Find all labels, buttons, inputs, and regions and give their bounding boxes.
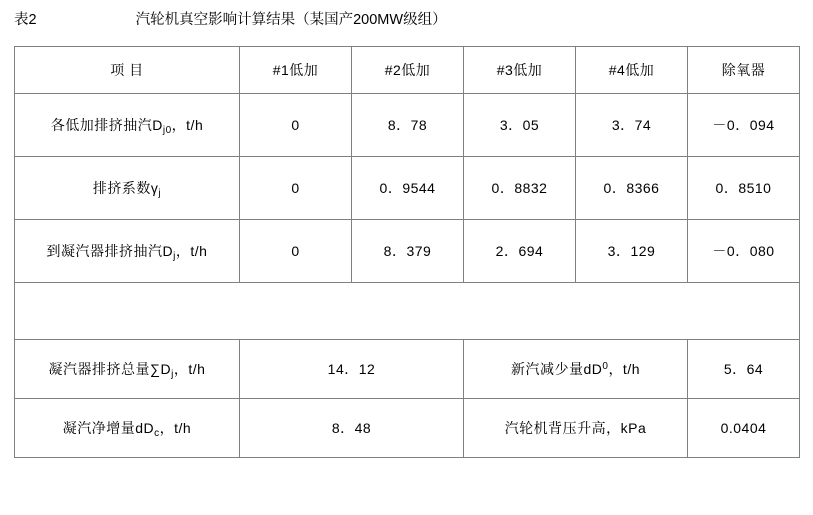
header-cell-h5: 除氧器	[688, 47, 800, 94]
summary-value-steam-reduction: 5．64	[688, 340, 800, 399]
row-label-to-condenser	[15, 220, 240, 283]
cell-value: 0．8366	[576, 157, 688, 220]
summary-label-text: 新汽减少量dD	[510, 361, 603, 377]
summary-label-unit: ，t/h	[159, 420, 192, 436]
summary-label-net-increase	[15, 399, 240, 458]
row-label-unit: ，t/h	[175, 243, 208, 259]
cell-value: －0．094	[688, 94, 800, 157]
cell-value: 0．9544	[352, 157, 464, 220]
table-summary-row	[15, 340, 800, 399]
summary-label-sup: 0	[602, 361, 609, 372]
summary-value-backpressure: 0.0404	[688, 399, 800, 458]
summary-label-steam-reduction	[464, 340, 688, 399]
cell-value: 2．694	[464, 220, 576, 283]
summary-label-text: 凝汽器排挤总量∑D	[48, 361, 172, 377]
row-label-sub: j	[173, 251, 176, 262]
cell-value: 3．05	[464, 94, 576, 157]
row-label-text: 到凝汽器排挤抽汽D	[46, 243, 174, 259]
table-spacer-row	[15, 283, 800, 340]
cell-value: 8．379	[352, 220, 464, 283]
summary-label-total	[15, 340, 240, 399]
cell-value: 0	[240, 157, 352, 220]
results-table	[14, 46, 800, 458]
summary-value-total: 14．12	[240, 340, 464, 399]
cell-value: 8．78	[352, 94, 464, 157]
cell-value: 0	[240, 94, 352, 157]
summary-label-sub: c	[154, 428, 160, 439]
summary-label-text: 凝汽净增量dD	[62, 420, 155, 436]
header-cell-h4: #4低加	[576, 47, 688, 94]
cell-value: －0．080	[688, 220, 800, 283]
summary-label-sub: j	[171, 369, 174, 380]
row-label-unit: ，t/h	[171, 117, 204, 133]
summary-label-unit: ，t/h	[608, 361, 641, 377]
caption-title: 汽轮机真空影响计算结果（某国产200MW级组）	[135, 12, 447, 28]
row-label-text: 各低加排挤抽汽D	[50, 117, 163, 133]
cell-value: 0．8510	[688, 157, 800, 220]
row-label-sub: j	[158, 188, 162, 199]
header-cell-item: 项 目	[15, 47, 240, 94]
summary-label-text: 汽轮机背压升高，kPa	[504, 420, 647, 436]
table-caption	[14, 8, 794, 29]
table-summary-row	[15, 399, 800, 458]
table-header-row	[15, 47, 800, 94]
row-label-sub: j0	[162, 125, 172, 136]
table-row	[15, 157, 800, 220]
spacer-cell	[15, 283, 800, 340]
table-row	[15, 94, 800, 157]
summary-value-net-increase: 8．48	[240, 399, 464, 458]
header-cell-h1: #1低加	[240, 47, 352, 94]
table-row	[15, 220, 800, 283]
summary-label-unit: ，t/h	[173, 361, 206, 377]
row-label-extraction	[15, 94, 240, 157]
cell-value: 0．8832	[464, 157, 576, 220]
row-label-coefficient	[15, 157, 240, 220]
cell-value: 3．74	[576, 94, 688, 157]
summary-label-backpressure	[464, 399, 688, 458]
caption-label: 表2	[14, 12, 37, 28]
cell-value: 3．129	[576, 220, 688, 283]
row-label-text: 排挤系数γ	[92, 180, 159, 196]
header-cell-h3: #3低加	[464, 47, 576, 94]
cell-value: 0	[240, 220, 352, 283]
header-cell-h2: #2低加	[352, 47, 464, 94]
